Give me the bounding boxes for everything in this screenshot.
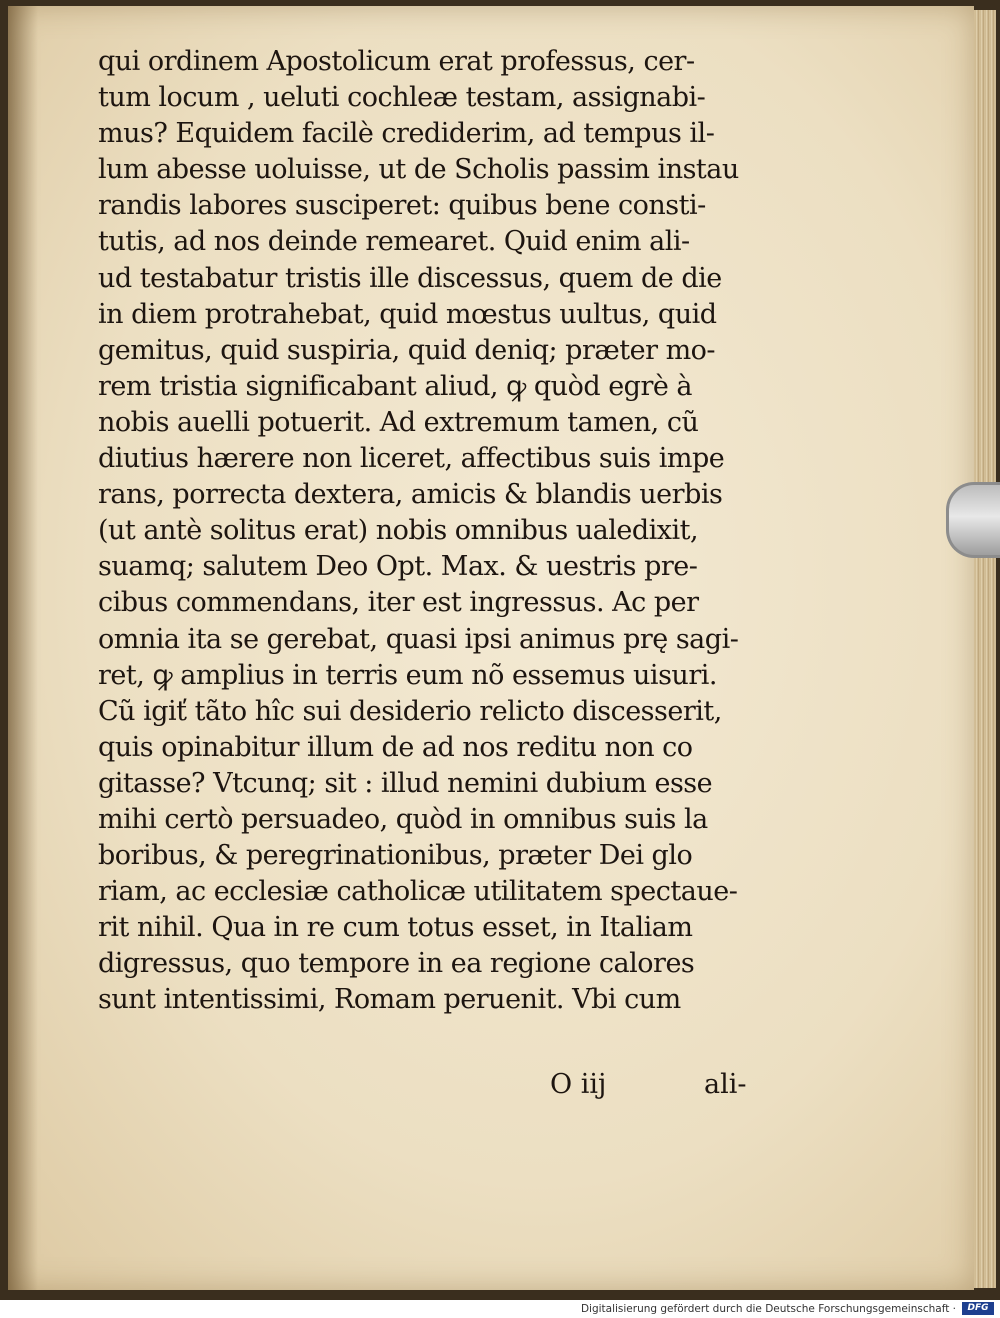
- dfg-logo-icon: DFG: [962, 1302, 994, 1315]
- text-line: tutis, ad nos deinde remearet. Quid enim ali-: [98, 226, 690, 258]
- text-line: suamq; salutem Deo Opt. Max. & uestris pre-: [98, 551, 698, 583]
- text-line: mihi certò persuadeo, quòd in omnibus suis la: [98, 803, 708, 835]
- text-line: omnia ita se gerebat, quasi ipsi animus prę sagi-: [98, 623, 739, 655]
- body-text: [98, 44, 778, 1019]
- text-line: Cũ igiť tãto hîc sui desiderio relicto discesserit,: [98, 695, 722, 727]
- text-line: randis labores susciperet: quibus bene consti-: [98, 190, 706, 222]
- catchword: ali-: [704, 1069, 747, 1100]
- text-line: rit nihil. Qua in re cum totus esset, in Italiam: [98, 912, 693, 944]
- page-gutter-shadow: [8, 6, 38, 1290]
- text-line: nobis auelli potuerit. Ad extremum tamen, cũ: [98, 406, 699, 438]
- text-line: tum locum , ueluti cochleæ testam, assignabi-: [98, 82, 706, 114]
- text-line: diutius hærere non liceret, affectibus suis impe: [98, 443, 725, 475]
- text-line: mus? Equidem facilè crediderim, ad tempus il-: [98, 118, 715, 150]
- text-line: quis opinabitur illum de ad nos reditu non co: [98, 731, 693, 763]
- text-line: (ut antè solitus erat) nobis omnibus ualedixit,: [98, 515, 699, 547]
- text-line: rem tristia significabant aliud, ꝙ quòd egrè à: [98, 370, 693, 402]
- text-line: gitasse? Vtcunq; sit : illud nemini dubium esse: [98, 767, 713, 799]
- signature-mark: O iij: [550, 1069, 607, 1100]
- text-line: digressus, quo tempore in ea regione calores: [98, 948, 695, 980]
- text-line: qui ordinem Apostolicum erat professus, cer-: [98, 46, 695, 77]
- text-line: cibus commendans, iter est ingressus. Ac per: [98, 587, 699, 619]
- text-line: rans, porrecta dextera, amicis & blandis uerbis: [98, 479, 723, 511]
- page-clip: [946, 482, 1000, 558]
- text-line: ud testabatur tristis ille discessus, quem de die: [98, 262, 722, 294]
- text-line: ret, ꝙ amplius in terris eum nõ essemus uisuri.: [98, 659, 717, 691]
- page-footer-row: [98, 1066, 778, 1104]
- text-line: in diem protrahebat, quid mœstus uultus, quid: [98, 298, 717, 330]
- text-line: boribus, & peregrinationibus, præter Dei glo: [98, 840, 693, 872]
- text-line: lum abesse uoluisse, ut de Scholis passim instau: [98, 154, 739, 186]
- text-line: gemitus, quid suspiria, quid deniq; præter mo-: [98, 334, 716, 366]
- text-line: sunt intentissimi, Romam peruenit. Vbi cum: [98, 984, 681, 1016]
- digitization-credit: Digitalisierung gefördert durch die Deutsche Forschungsgemeinschaft ·: [580, 1303, 956, 1315]
- text-line: riam, ac ecclesiæ catholicæ utilitatem spectaue-: [98, 876, 738, 908]
